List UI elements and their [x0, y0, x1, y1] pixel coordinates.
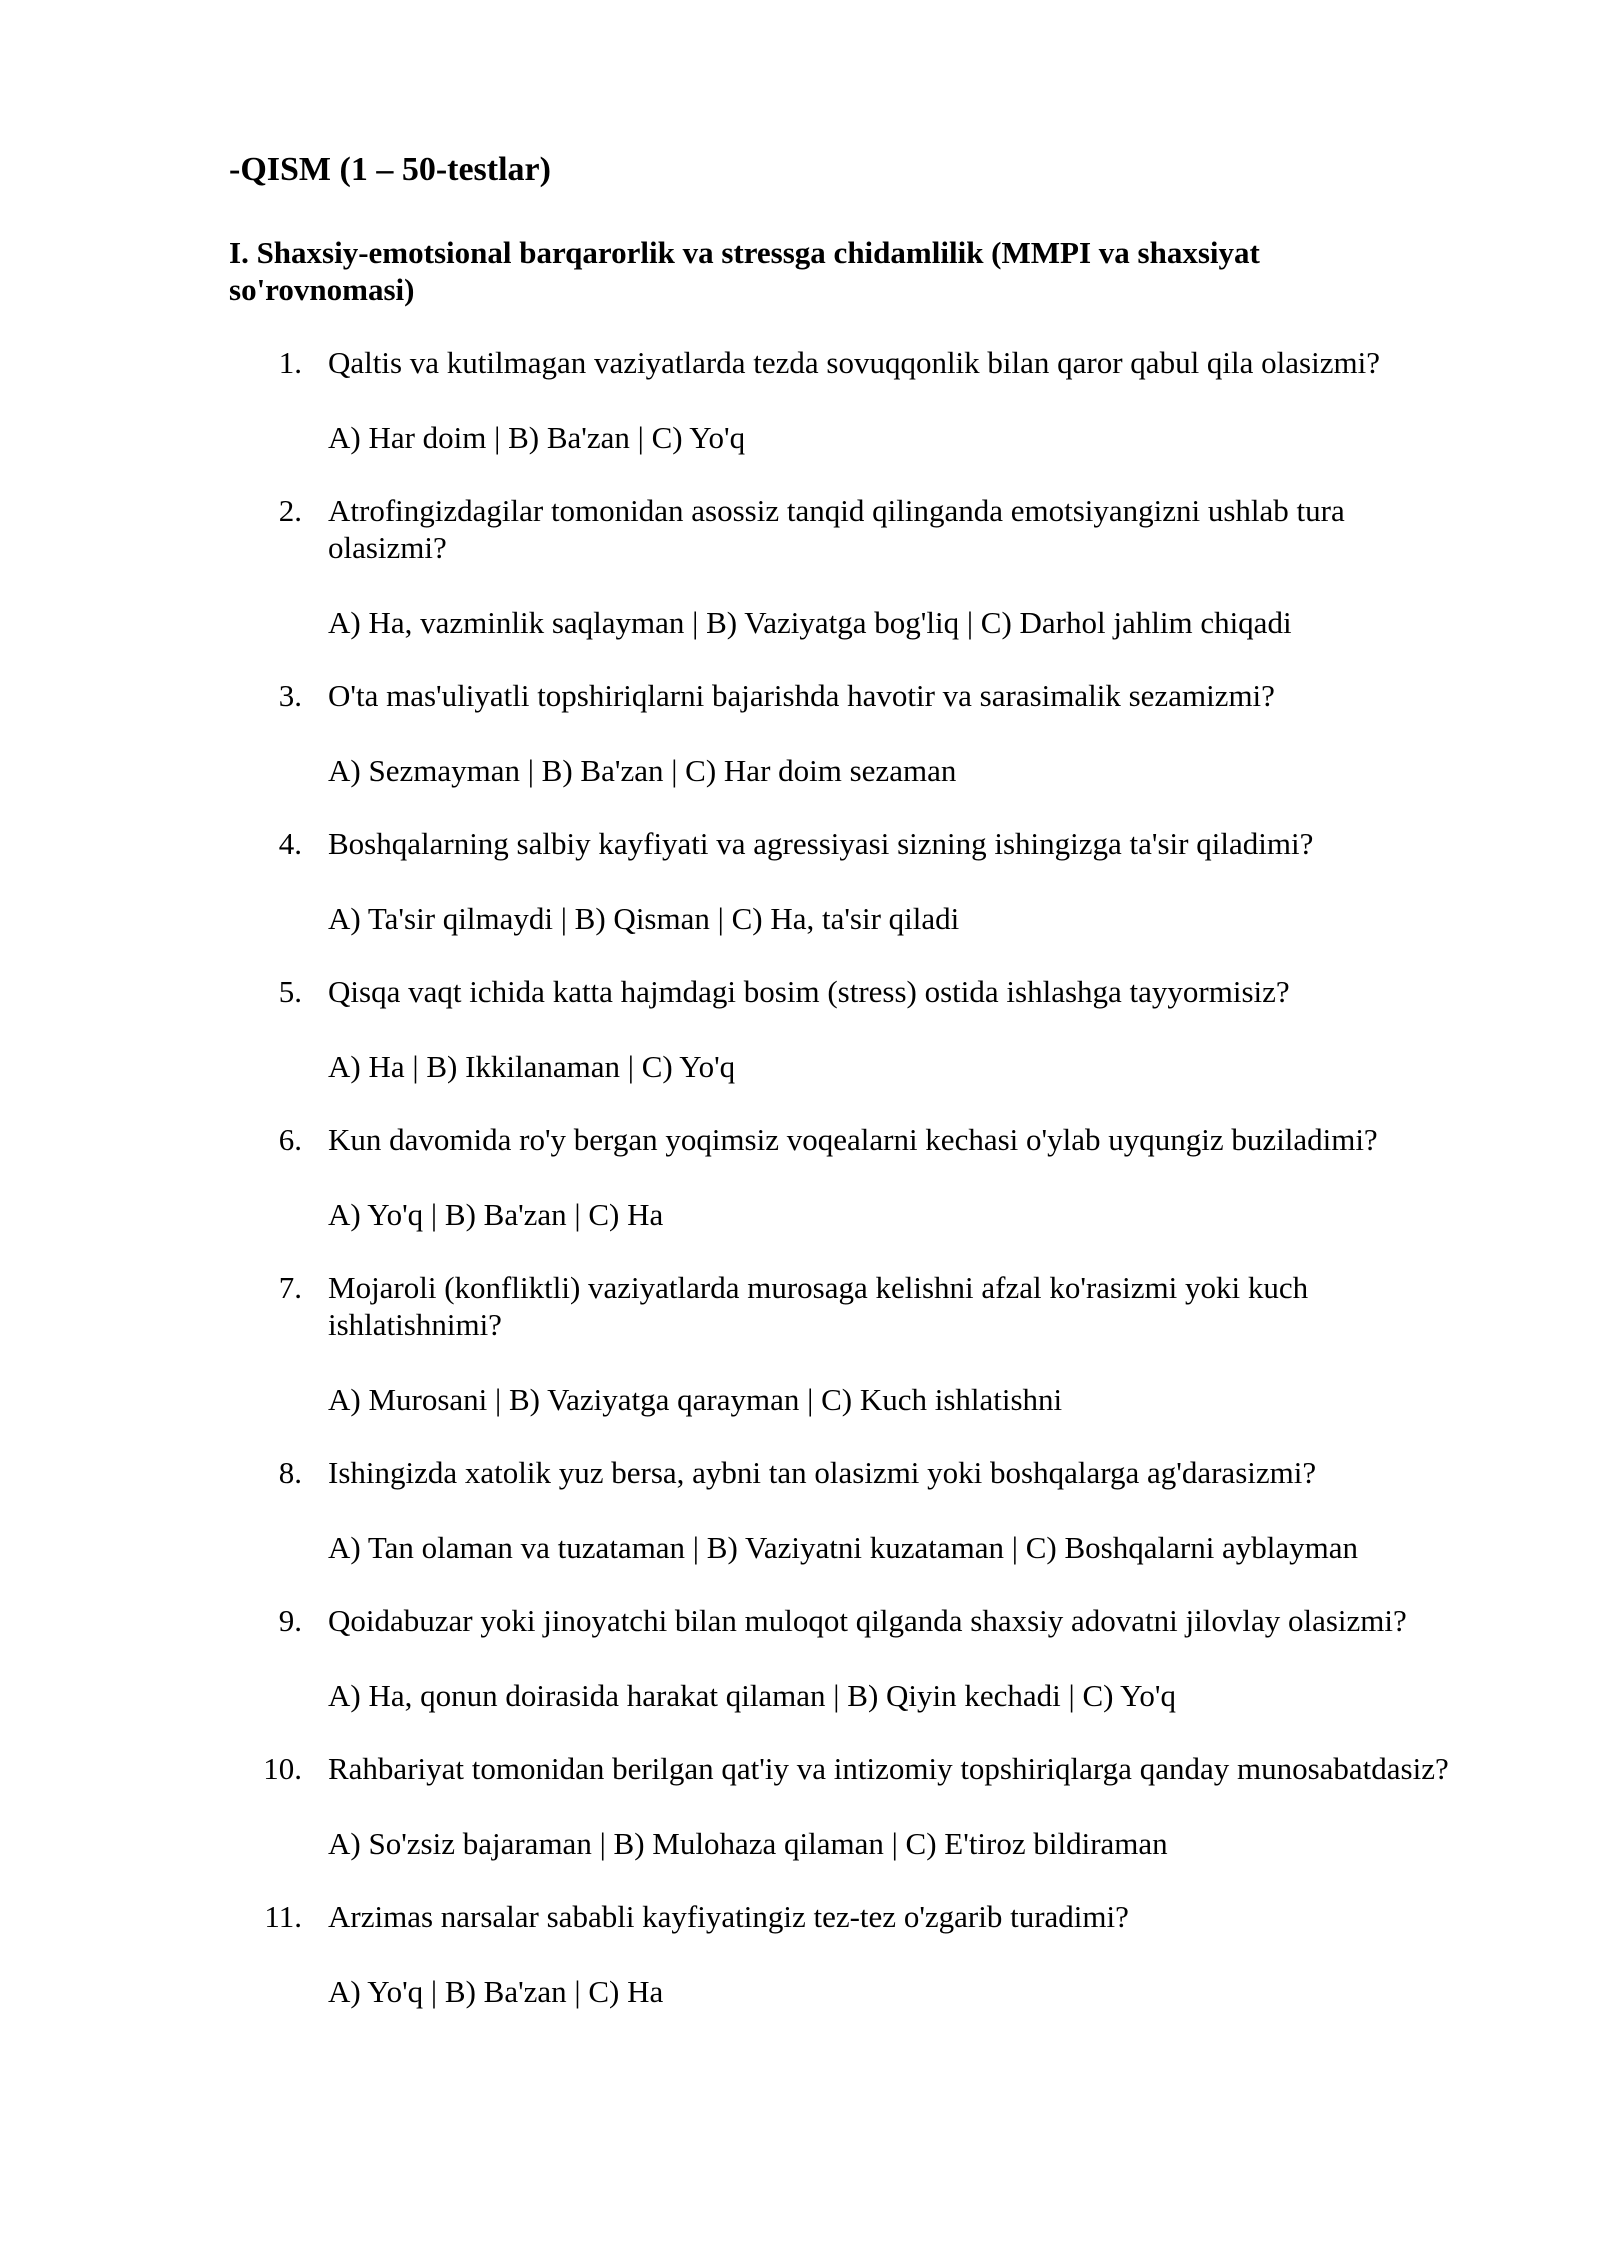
question-number: 2. — [278, 493, 302, 528]
question-item — [0, 344, 1600, 456]
question-item — [0, 492, 1600, 641]
question-text: Rahbariyat tomonidan berilgan qat'iy va intizomiy topshiriqlarga qanday munosabatdasiz? — [328, 1751, 1449, 1786]
question-text: O'ta mas'uliyatli topshiriqlarni bajarishda havotir va sarasimalik sezamizmi? — [328, 678, 1275, 713]
answer-options: A) Murosani | B) Vaziyatga qarayman | C) Kuch ishlatishni — [328, 1382, 1063, 1417]
question-text: Qaltis va kutilmagan vaziyatlarda tezda sovuqqonlik bilan qaror qabul qila olasizmi? — [328, 345, 1380, 380]
question-item — [0, 1750, 1600, 1862]
question-number: 3. — [278, 678, 302, 713]
part-title: -QISM (1 – 50-testlar) — [229, 151, 551, 188]
answer-options: A) Ta'sir qilmaydi | B) Qisman | C) Ha, ta'sir qiladi — [328, 901, 960, 936]
question-text: Kun davomida ro'y bergan yoqimsiz voqealarni kechasi o'ylab uyqungiz buziladimi? — [328, 1122, 1378, 1157]
answer-options: A) Har doim | B) Ba'zan | C) Yo'q — [328, 420, 746, 455]
question-item — [0, 825, 1600, 937]
question-number: 8. — [278, 1455, 302, 1490]
question-number: 10. — [263, 1751, 302, 1786]
answer-options: A) Ha, vazminlik saqlayman | B) Vaziyatga bog'liq | C) Darhol jahlim chiqadi — [328, 605, 1292, 640]
question-list — [0, 344, 1600, 2046]
answer-options: A) Yo'q | B) Ba'zan | C) Ha — [328, 1197, 664, 1232]
question-number: 1. — [278, 345, 302, 380]
question-number: 9. — [278, 1603, 302, 1638]
question-number: 11. — [264, 1899, 302, 1934]
question-item — [0, 973, 1600, 1085]
question-text: Arzimas narsalar sababli kayfiyatingiz tez-tez o'zgarib turadimi? — [328, 1899, 1129, 1934]
question-text: Atrofingizdagilar tomonidan asossiz tanqid qilinganda emotsiyangizni ushlab tura olasizmi? — [328, 493, 1345, 565]
question-text: Mojaroli (konfliktli) vaziyatlarda murosaga kelishni afzal ko'rasizmi yoki kuch ishlatishnimi? — [328, 1270, 1309, 1342]
section-title: I. Shaxsiy-emotsional barqarorlik va stressga chidamlilik (MMPI va shaxsiyat so'rovnomasi) — [229, 235, 1260, 307]
question-text: Ishingizda xatolik yuz bersa, aybni tan olasizmi yoki boshqalarga ag'darasizmi? — [328, 1455, 1317, 1490]
question-number: 5. — [278, 974, 302, 1009]
question-number: 4. — [278, 826, 302, 861]
answer-options: A) Yo'q | B) Ba'zan | C) Ha — [328, 1974, 664, 2009]
question-number: 6. — [278, 1122, 302, 1157]
question-text: Qoidabuzar yoki jinoyatchi bilan muloqot qilganda shaxsiy adovatni jilovlay olasizmi? — [328, 1603, 1407, 1638]
question-text: Qisqa vaqt ichida katta hajmdagi bosim (stress) ostida ishlashga tayyormisiz? — [328, 974, 1290, 1009]
question-number: 7. — [278, 1270, 302, 1305]
question-item — [0, 1602, 1600, 1714]
answer-options: A) Ha, qonun doirasida harakat qilaman | B) Qiyin kechadi | C) Yo'q — [328, 1678, 1176, 1713]
question-item — [0, 1269, 1600, 1418]
question-item — [0, 1898, 1600, 2010]
question-item — [0, 677, 1600, 789]
question-item — [0, 1121, 1600, 1233]
question-text: Boshqalarning salbiy kayfiyati va agressiyasi sizning ishingizga ta'sir qiladimi? — [328, 826, 1314, 861]
answer-options: A) Ha | B) Ikkilanaman | C) Yo'q — [328, 1049, 736, 1084]
question-item — [0, 1454, 1600, 1566]
answer-options: A) So'zsiz bajaraman | B) Mulohaza qilaman | C) E'tiroz bildiraman — [328, 1826, 1168, 1861]
answer-options: A) Tan olaman va tuzataman | B) Vaziyatni kuzataman | C) Boshqalarni ayblayman — [328, 1530, 1359, 1565]
answer-options: A) Sezmayman | B) Ba'zan | C) Har doim sezaman — [328, 753, 957, 788]
